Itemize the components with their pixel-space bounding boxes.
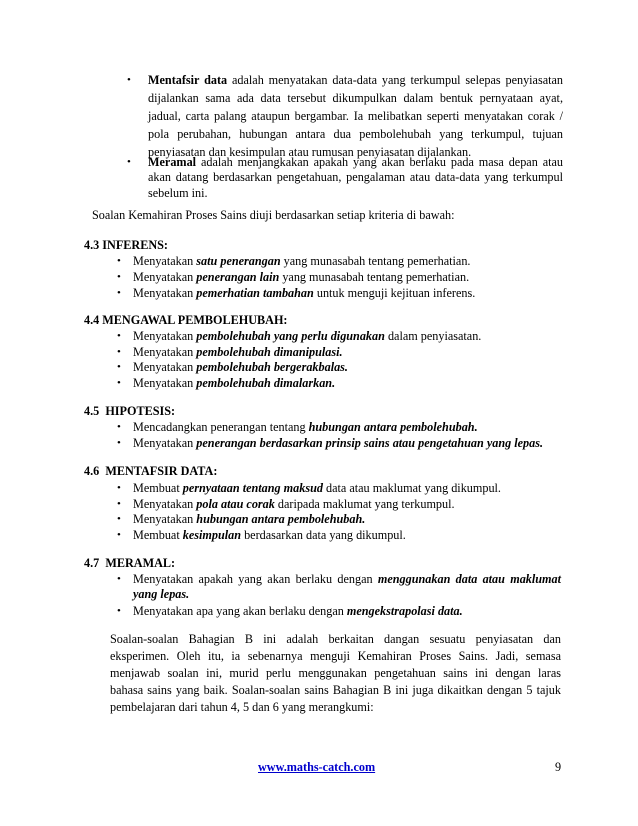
section-number: 4.5 bbox=[84, 404, 100, 418]
section-title: MERAMAL: bbox=[105, 556, 176, 570]
section-heading-4-6 bbox=[84, 464, 217, 479]
closing-paragraph-line: bahasa sains yang baik. Soalan-soalan sains Bahagian B ini juga dikaitkan dengan 5 tajuk bbox=[110, 683, 561, 697]
list-item: Menyatakan penerangan berdasarkan prinsip sains atau pengetahuan yang lepas. bbox=[133, 436, 544, 450]
list-item-continuation: yang lepas. bbox=[133, 587, 190, 601]
term-mentafsir-data: Mentafsir data bbox=[148, 73, 228, 87]
list-item: Menyatakan hubungan antara pembolehubah. bbox=[133, 512, 366, 526]
section-title: MENGAWAL PEMBOLEHUBAH: bbox=[102, 313, 288, 327]
bullet-text-meramal-line-1 bbox=[148, 155, 563, 170]
section-number: 4.3 bbox=[84, 238, 100, 252]
bullet-icon: • bbox=[117, 361, 121, 373]
closing-paragraph-line: eksperimen. Oleh itu, ia sebenarnya menguji Kemahiran Proses Sains. Jadi, semasa bbox=[110, 649, 561, 663]
bullet-text-line: pola perubahan, hubungan antara dua pembolehubah yang terkumpul, tujuan bbox=[148, 127, 563, 141]
bullet-icon: • bbox=[117, 513, 121, 525]
bullet-icon: • bbox=[117, 287, 121, 299]
bullet-icon: • bbox=[117, 346, 121, 358]
page-number: 9 bbox=[555, 760, 562, 774]
list-item: Menyatakan pembolehubah dimanipulasi. bbox=[133, 345, 343, 359]
section-heading-4-7 bbox=[84, 556, 175, 571]
list-item: Menyatakan pembolehubah bergerakbalas. bbox=[133, 360, 348, 374]
list-item: Menyatakan pembolehubah yang perlu digunakan dalam penyiasatan. bbox=[133, 329, 482, 343]
closing-paragraph-line: menjawab soalan ini, murid perlu menggunakan pengetahuan sains ini dengan laras bbox=[110, 666, 561, 680]
footer-website-link[interactable]: www.maths-catch.com bbox=[258, 760, 376, 774]
list-item: Menyatakan pola atau corak daripada maklumat yang terkumpul. bbox=[133, 497, 455, 511]
section-heading-4-5 bbox=[84, 404, 175, 419]
bullet-icon: • bbox=[117, 377, 121, 389]
bullet-text-line: akan datang berdasarkan pengetahuan, pengalaman atau data-data yang terkumpul bbox=[148, 170, 563, 184]
bullet-text-line: penyiasatan dan kesimpulan atau rumusan penyiasatan dijalankan. bbox=[148, 145, 472, 159]
bullet-icon: • bbox=[117, 255, 121, 267]
section-number: 4.4 bbox=[84, 313, 100, 327]
bullet-icon: • bbox=[117, 482, 121, 494]
bullet-icon: • bbox=[117, 421, 121, 433]
list-item: Mencadangkan penerangan tentang hubungan antara pembolehubah. bbox=[133, 420, 478, 434]
bullet-icon: • bbox=[117, 573, 121, 585]
bullet-icon: • bbox=[117, 529, 121, 541]
list-item: Membuat pernyataan tentang maksud data atau maklumat yang dikumpul. bbox=[133, 481, 501, 495]
bullet-text-line: dijalankan sama ada data tersebut dikumpulkan dalam bentuk pernyataan ayat, bbox=[148, 91, 563, 105]
bullet-icon: • bbox=[117, 498, 121, 510]
list-item: Menyatakan pemerhatian tambahan untuk menguji kejituan inferens. bbox=[133, 286, 476, 300]
list-item: Membuat kesimpulan berdasarkan data yang dikumpul. bbox=[133, 528, 406, 542]
bullet-icon: • bbox=[127, 156, 131, 168]
closing-paragraph-line: pembelajaran dari tahun 4, 5 dan 6 yang merangkumi: bbox=[110, 700, 374, 714]
section-title: MENTAFSIR DATA: bbox=[105, 464, 218, 478]
bullet-text-mentafsir-line-1 bbox=[148, 73, 563, 88]
bullet-icon: • bbox=[117, 605, 121, 617]
bullet-text-line: jadual, carta palang ataupun bergambar. Ia melibatkan seperti menyatakan corak / bbox=[148, 109, 563, 123]
bullet-icon: • bbox=[117, 271, 121, 283]
section-number: 4.6 bbox=[84, 464, 100, 478]
line-text: adalah menjangkakan apakah yang akan berlaku pada masa depan atau bbox=[200, 155, 563, 169]
bullet-icon: • bbox=[117, 330, 121, 342]
intro-text: Soalan Kemahiran Proses Sains diuji berdasarkan setiap kriteria di bawah: bbox=[92, 208, 455, 222]
list-item: Menyatakan apa yang akan berlaku dengan mengekstrapolasi data. bbox=[133, 604, 463, 618]
bullet-icon: • bbox=[117, 437, 121, 449]
term-meramal: Meramal bbox=[148, 155, 197, 169]
list-item: Menyatakan satu penerangan yang munasabah tentang pemerhatian. bbox=[133, 254, 471, 268]
section-number: 4.7 bbox=[84, 556, 100, 570]
closing-paragraph-line: Soalan-soalan Bahagian B ini adalah berkaitan dangan sesuatu penyiasatan dan bbox=[110, 632, 561, 646]
section-title: INFERENS: bbox=[102, 238, 168, 252]
section-heading-4-4 bbox=[84, 313, 287, 328]
bullet-icon: • bbox=[127, 74, 131, 86]
list-item: Menyatakan apakah yang akan berlaku dengan menggunakan data atau maklumat bbox=[133, 572, 561, 586]
section-title: HIPOTESIS: bbox=[105, 404, 176, 418]
section-heading-4-3 bbox=[84, 238, 168, 253]
list-item: Menyatakan pembolehubah dimalarkan. bbox=[133, 376, 336, 390]
line-text: adalah menyatakan data-data yang terkumpul selepas penyiasatan bbox=[231, 73, 564, 87]
list-item: Menyatakan penerangan lain yang munasabah tentang pemerhatian. bbox=[133, 270, 470, 284]
bullet-text-line: sebelum ini. bbox=[148, 186, 208, 200]
